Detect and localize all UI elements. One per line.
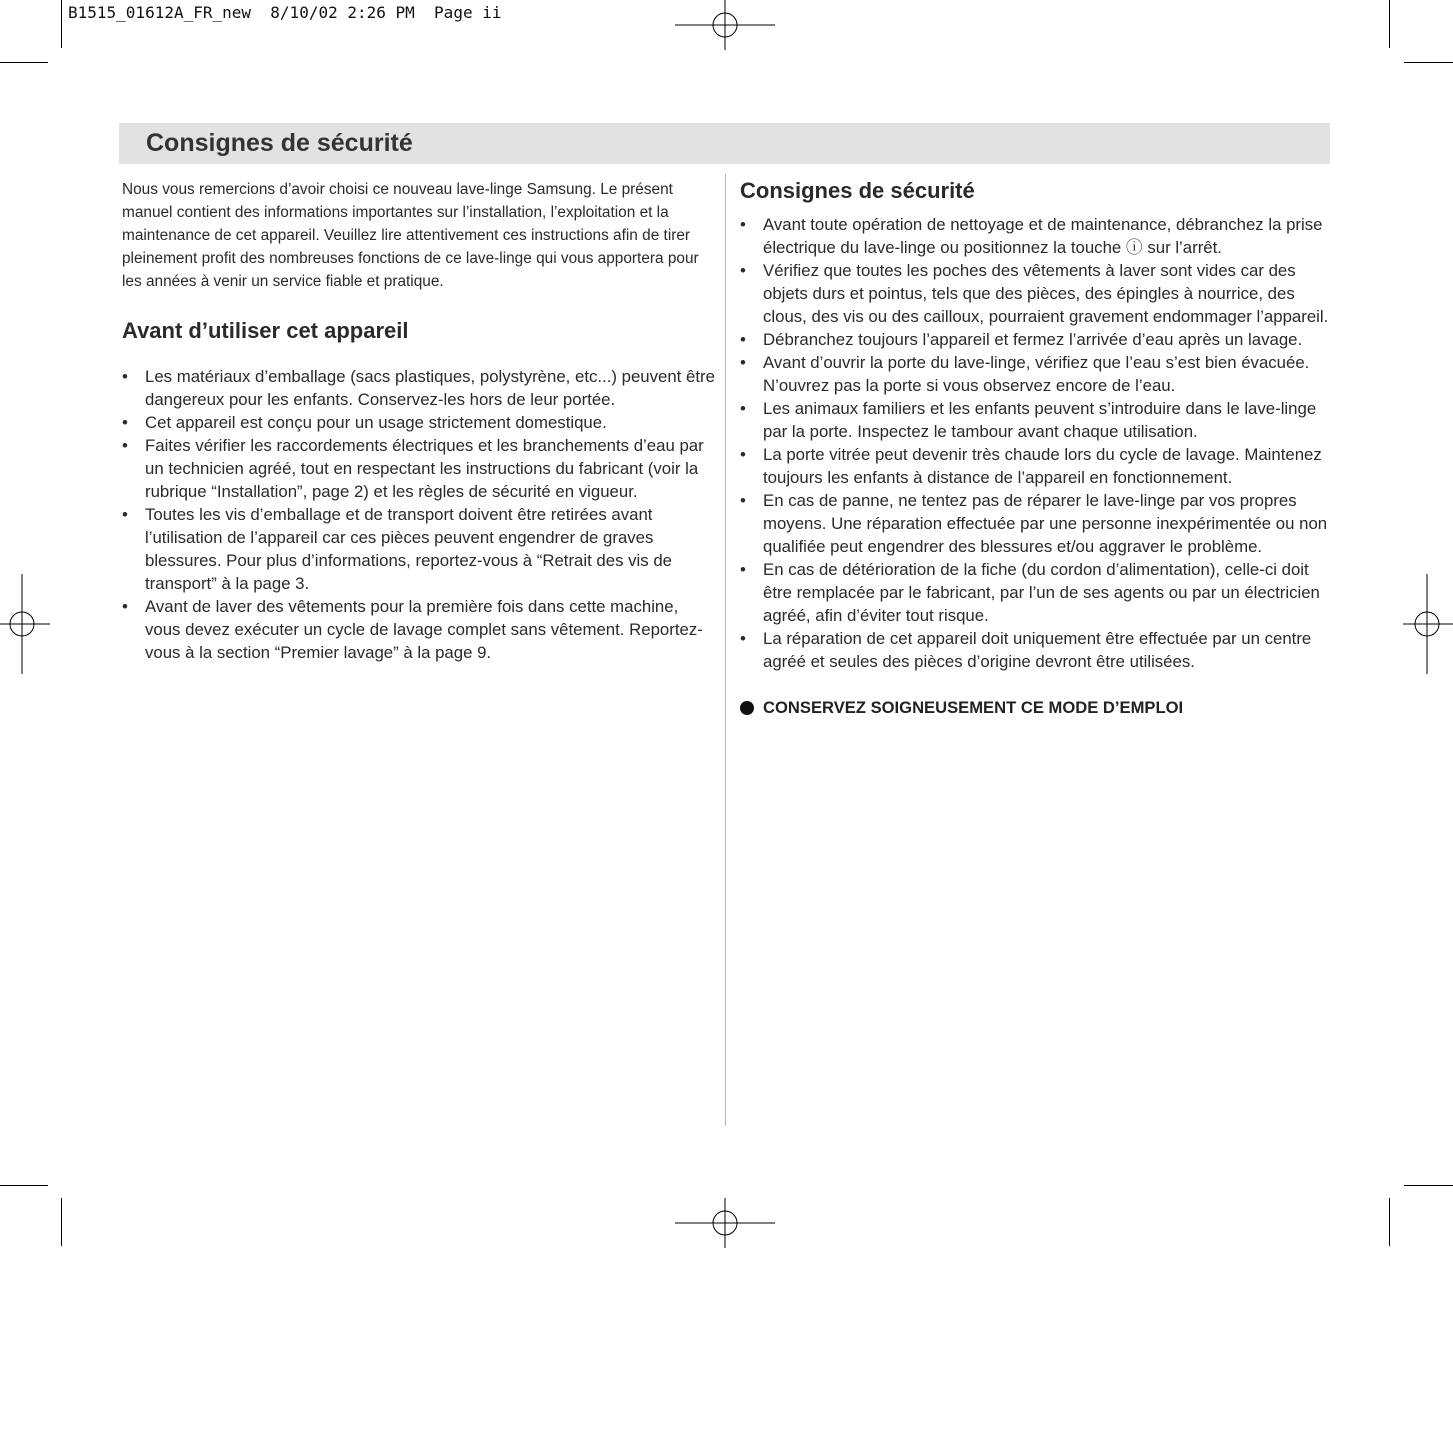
bullet-icon: •: [740, 445, 746, 464]
list-item: [740, 213, 1335, 259]
intro-paragraph: Nous vous remercions d’avoir choisi ce nouveau lave-linge Samsung. Le présent manuel contient des informations importantes sur l’installation, l’exploitation et la maintenance de cet appareil. Veuillez lire attentivement ces instructions afin de tirer pleinement profit des nombreuses fonctions de ce lave-linge qui vous apportera pour les années à venir un service fiable et pratique.: [122, 181, 699, 290]
crop-mark: [61, 1198, 62, 1246]
bullet-icon: •: [740, 399, 746, 418]
before-use-list: [122, 365, 717, 664]
crop-mark: [0, 1185, 48, 1186]
registration-mark-icon: [1403, 574, 1453, 674]
list-item: [122, 503, 717, 595]
list-item-text: La porte vitrée peut devenir très chaude lors du cycle de lavage. Maintenez toujours les enfants à distance de l’appareil en fonctionnement.: [763, 445, 1322, 487]
list-item-text: Les matériaux d’emballage (sacs plastiques, polystyrène, etc...) peuvent être dangereux pour les enfants. Conservez-les hors de leur portée.: [145, 367, 715, 409]
list-item-text: Toutes les vis d’emballage et de transport doivent être retirées avant l’utilisation de l’appareil car ces pièces peuvent engendrer de graves blessures. Pour plus d’informations, reportez-vous à “Retrait des vis de transport” à la page 3.: [145, 505, 672, 593]
bullet-icon: •: [122, 367, 128, 386]
bullet-icon: •: [740, 491, 746, 510]
bullet-icon: •: [740, 330, 746, 349]
bullet-icon: •: [740, 353, 746, 372]
left-column: [122, 178, 717, 664]
crop-mark: [0, 62, 48, 63]
list-item: [740, 489, 1335, 558]
list-item-text: En cas de panne, ne tentez pas de réparer le lave-linge par vos propres moyens. Une réparation effectuée par une personne inexpérimentée ou non qualifiée peut engendrer des blessures et/ou aggraver le problème.: [763, 491, 1328, 556]
crop-mark: [1389, 0, 1390, 48]
registration-mark-icon: [675, 1198, 775, 1248]
list-item-text: La réparation de cet appareil doit uniquement être effectuée par un centre agréé et seules des pièces d’origine devront être utilisées.: [763, 629, 1312, 671]
list-item: [122, 434, 717, 503]
section-heading-before-use: Avant d’utiliser cet appareil: [122, 318, 409, 343]
list-item-text: Avant d’ouvrir la porte du lave-linge, vérifiez que l’eau s’est bien évacuée. N’ouvrez pas la porte si vous observez encore de l’eau.: [763, 353, 1310, 395]
list-item: [122, 595, 717, 664]
crop-mark: [1404, 62, 1453, 63]
column-divider: [725, 174, 726, 1126]
list-item: [740, 259, 1335, 328]
registration-mark-icon: [675, 0, 775, 50]
list-item: [740, 397, 1335, 443]
crop-mark: [1389, 1198, 1390, 1246]
list-item-text: Débranchez toujours l’appareil et fermez l’arrivée d’eau après un lavage.: [763, 330, 1303, 349]
list-item-text: Cet appareil est conçu pour un usage strictement domestique.: [145, 413, 607, 432]
list-item-text: Avant toute opération de nettoyage et de maintenance, débranchez la prise électrique du lave-linge ou positionnez la touche ⓘ sur l’arrêt.: [763, 215, 1323, 257]
page-title-bar: [119, 123, 1330, 164]
list-item-text: En cas de détérioration de la fiche (du cordon d’alimentation), celle-ci doit être remplacée par le fabricant, par l’un de ses agents ou par un électricien agréé, afin d’éviter tout risque.: [763, 560, 1320, 625]
list-item: [740, 558, 1335, 627]
list-item: [740, 351, 1335, 397]
list-item-text: Avant de laver des vêtements pour la première fois dans cette machine, vous devez exécuter un cycle de lavage complet sans vêtement. Reportez-vous à la section “Premier lavage” à la page 9.: [145, 597, 703, 662]
bullet-icon: •: [122, 505, 128, 524]
list-item-text: Faites vérifier les raccordements électriques et les branchements d’eau par un technicien agréé, tout en respectant les instructions du fabricant (voir la rubrique “Installation”, page 2) et les règles de sécurité en vigueur.: [145, 436, 704, 501]
right-column: [740, 178, 1335, 719]
bullet-icon: •: [740, 560, 746, 579]
safety-list: [740, 213, 1335, 673]
list-item: [740, 328, 1335, 351]
keep-manual-note-text: CONSERVEZ SOIGNEUSEMENT CE MODE D’EMPLOI: [763, 698, 1184, 717]
bullet-icon: •: [740, 629, 746, 648]
list-item: [740, 443, 1335, 489]
list-item-text: Les animaux familiers et les enfants peuvent s’introduire dans le lave-linge par la porte. Inspectez le tambour avant chaque utilisation.: [763, 399, 1317, 441]
list-item: [740, 627, 1335, 673]
print-slug: B1515_01612A_FR_new 8/10/02 2:26 PM Page ii: [68, 3, 502, 22]
bullet-icon: •: [740, 215, 746, 234]
bullet-icon: •: [122, 413, 128, 432]
bullet-icon: •: [122, 436, 128, 455]
bullet-icon: •: [740, 261, 746, 280]
list-item-text: Vérifiez que toutes les poches des vêtements à laver sont vides car des objets durs et pointus, tels que des pièces, des épingles à nourrice, des clous, des vis ou des cailloux, pourraient gravement endommager l’appareil.: [763, 261, 1329, 326]
crop-mark: [61, 0, 62, 48]
page-title: Consignes de sécurité: [146, 129, 413, 157]
list-item: [122, 365, 717, 411]
section-heading-safety: Consignes de sécurité: [740, 178, 975, 203]
registration-mark-icon: [0, 574, 50, 674]
list-item: [122, 411, 717, 434]
bullet-icon: •: [122, 597, 128, 616]
filled-circle-icon: [740, 701, 754, 715]
crop-mark: [1404, 1185, 1453, 1186]
keep-manual-note: [740, 696, 1335, 719]
